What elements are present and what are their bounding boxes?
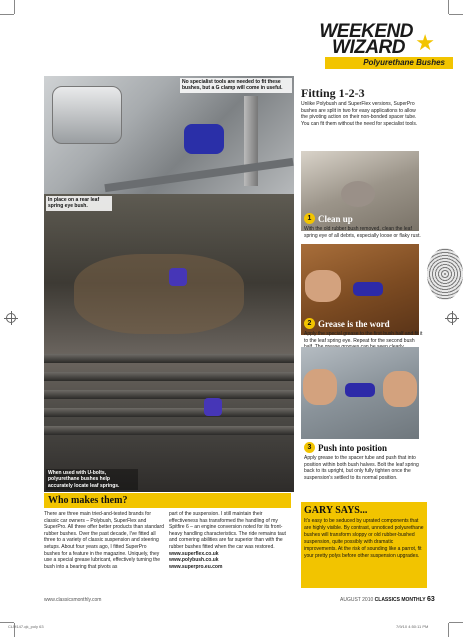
fingerprint-graphic [427, 248, 463, 300]
crop-mark [449, 14, 463, 15]
bolt-shape [244, 96, 258, 186]
hand-shape [305, 270, 341, 302]
step-2-title: Grease is the word [318, 318, 390, 329]
website-link[interactable]: www.superflex.co.uk [169, 550, 219, 557]
step-1-title: Clean up [318, 213, 353, 224]
logo-line1: WEEKEND [319, 21, 413, 42]
step-3-number: 3 [304, 442, 315, 453]
who-column-1 [44, 511, 164, 570]
fitting-body: Unlike Polybush and SuperFlex versions, SuperPro bushes are split in two for easy applications to allow the pivoting action on their non-bonded spacer tube. You can fit them without the need for specialist tools. [301, 101, 418, 127]
website-link[interactable]: www.polybush.co.uk [169, 557, 219, 564]
gary-body: It's easy to be seduced by uprated components that are highly visible. By contrast, unnoticed polyurethane bushes will transform sloppy or old rubber-bushed suspension, quite possibly with dramatic improvements. At the risk of sounding like a parrot, fit your pretty polys before other suspension upgrades. [304, 518, 424, 559]
step-3-heading [304, 442, 387, 453]
who-column-1-text: There are three main tried-and-tested brands for classic car owners – Polybush, SuperFlex and SuperPro. All three offer better products than standard rubber bushes. Over the past decade, I've fitted all three to a variety of classic suspension and steering setups. About four years ago, I fitted SuperPro bushes for a feature in the magazine. Uniquely, they use a special grease lubricant, effectively turning the bush into a bearing that pivots as [44, 511, 164, 570]
step-2-body: Apply the special grease to the first bush half and fit it to the leaf spring eye. Repeat for the second bush [304, 331, 423, 344]
gary-title: GARY SAYS... [304, 505, 368, 516]
footer-folio [340, 596, 435, 603]
step-1-number: 1 [304, 213, 315, 224]
step-1-body: With the old rubber bush removed, clean the leaf spring eye of all debris, especially loose or flaky rust. [304, 226, 421, 239]
step-2-heading [304, 318, 390, 329]
logo-subtitle: Polyurethane Bushes [363, 58, 445, 67]
crop-mark [14, 0, 15, 14]
who-title: Who makes them? [48, 495, 128, 506]
photo-leaf-spring [44, 194, 294, 492]
spring-eye-shape [341, 181, 375, 207]
spring-leaf [44, 354, 294, 363]
bar-shape [104, 158, 293, 192]
caption-leaf-spring: In place on a rear leaf spring eye bush. [46, 196, 112, 211]
hand-shape [303, 369, 337, 405]
footer-magazine: CLASSICS MONTHLY [374, 597, 426, 603]
spring-leaf [44, 426, 294, 435]
step-1-heading [304, 213, 353, 224]
caption-u-bolts: When used with U-bolts, polyurethane bushes help accurately locate leaf springs. [46, 469, 138, 490]
bush-shape [353, 282, 383, 296]
crop-mark [0, 622, 14, 623]
registration-mark [447, 313, 457, 323]
hand-shape [383, 371, 417, 407]
mud-shape [74, 254, 244, 334]
socket-shape [52, 86, 122, 144]
fitting-title: Fitting 1-2-3 [301, 86, 365, 100]
page-number: 63 [426, 596, 435, 603]
photo-tools [44, 76, 294, 194]
crop-mark [448, 0, 449, 14]
footer-website: www.classicsmonthly.com [44, 597, 102, 603]
spring-leaf [44, 372, 294, 381]
bush-shape [184, 124, 224, 154]
poly-bush-shape [204, 398, 222, 416]
logo-line2: WIZARD [332, 37, 405, 58]
spring-leaf [44, 408, 294, 417]
step-3-body: Apply grease to the spacer tube and push that into position within both bush halves. Bolt the leaf spring back to its upright, but only fully tighten once the suspension's settled to its normal position. [304, 455, 419, 481]
print-slug-file: CLM147.qk_poly 63 [8, 624, 44, 629]
caption-tools: No specialist tools are needed to fit these bushes, but a G clamp will come in useful. [180, 78, 292, 93]
crop-mark [0, 14, 14, 15]
print-slug-date: 7/9/10 4:50:11 PM [396, 624, 429, 629]
crop-mark [449, 622, 463, 623]
star-icon: ★ [415, 30, 435, 55]
step-3-title: Push into position [318, 442, 388, 453]
step-2-number: 2 [304, 318, 315, 329]
website-link[interactable]: www.superpro.eu.com [169, 563, 223, 570]
crop-mark [448, 623, 449, 637]
spring-leaf [44, 390, 294, 399]
footer-issue: AUGUST 2010 [340, 597, 374, 603]
poly-bush-shape [169, 268, 187, 286]
registration-mark [6, 313, 16, 323]
who-column-2-text: part of the suspension. I still maintain their effectiveness has transformed the handling of my Spitfire 6 – an engine conversion noted for its front-heavy handling characteristics. The ride remains taut and cornering abilities are far superior than with the rubber bushes fitted when the car was restored. [169, 511, 286, 550]
bush-shape [345, 383, 375, 397]
who-column-2 [169, 511, 291, 570]
photo-step-3 [301, 347, 419, 439]
